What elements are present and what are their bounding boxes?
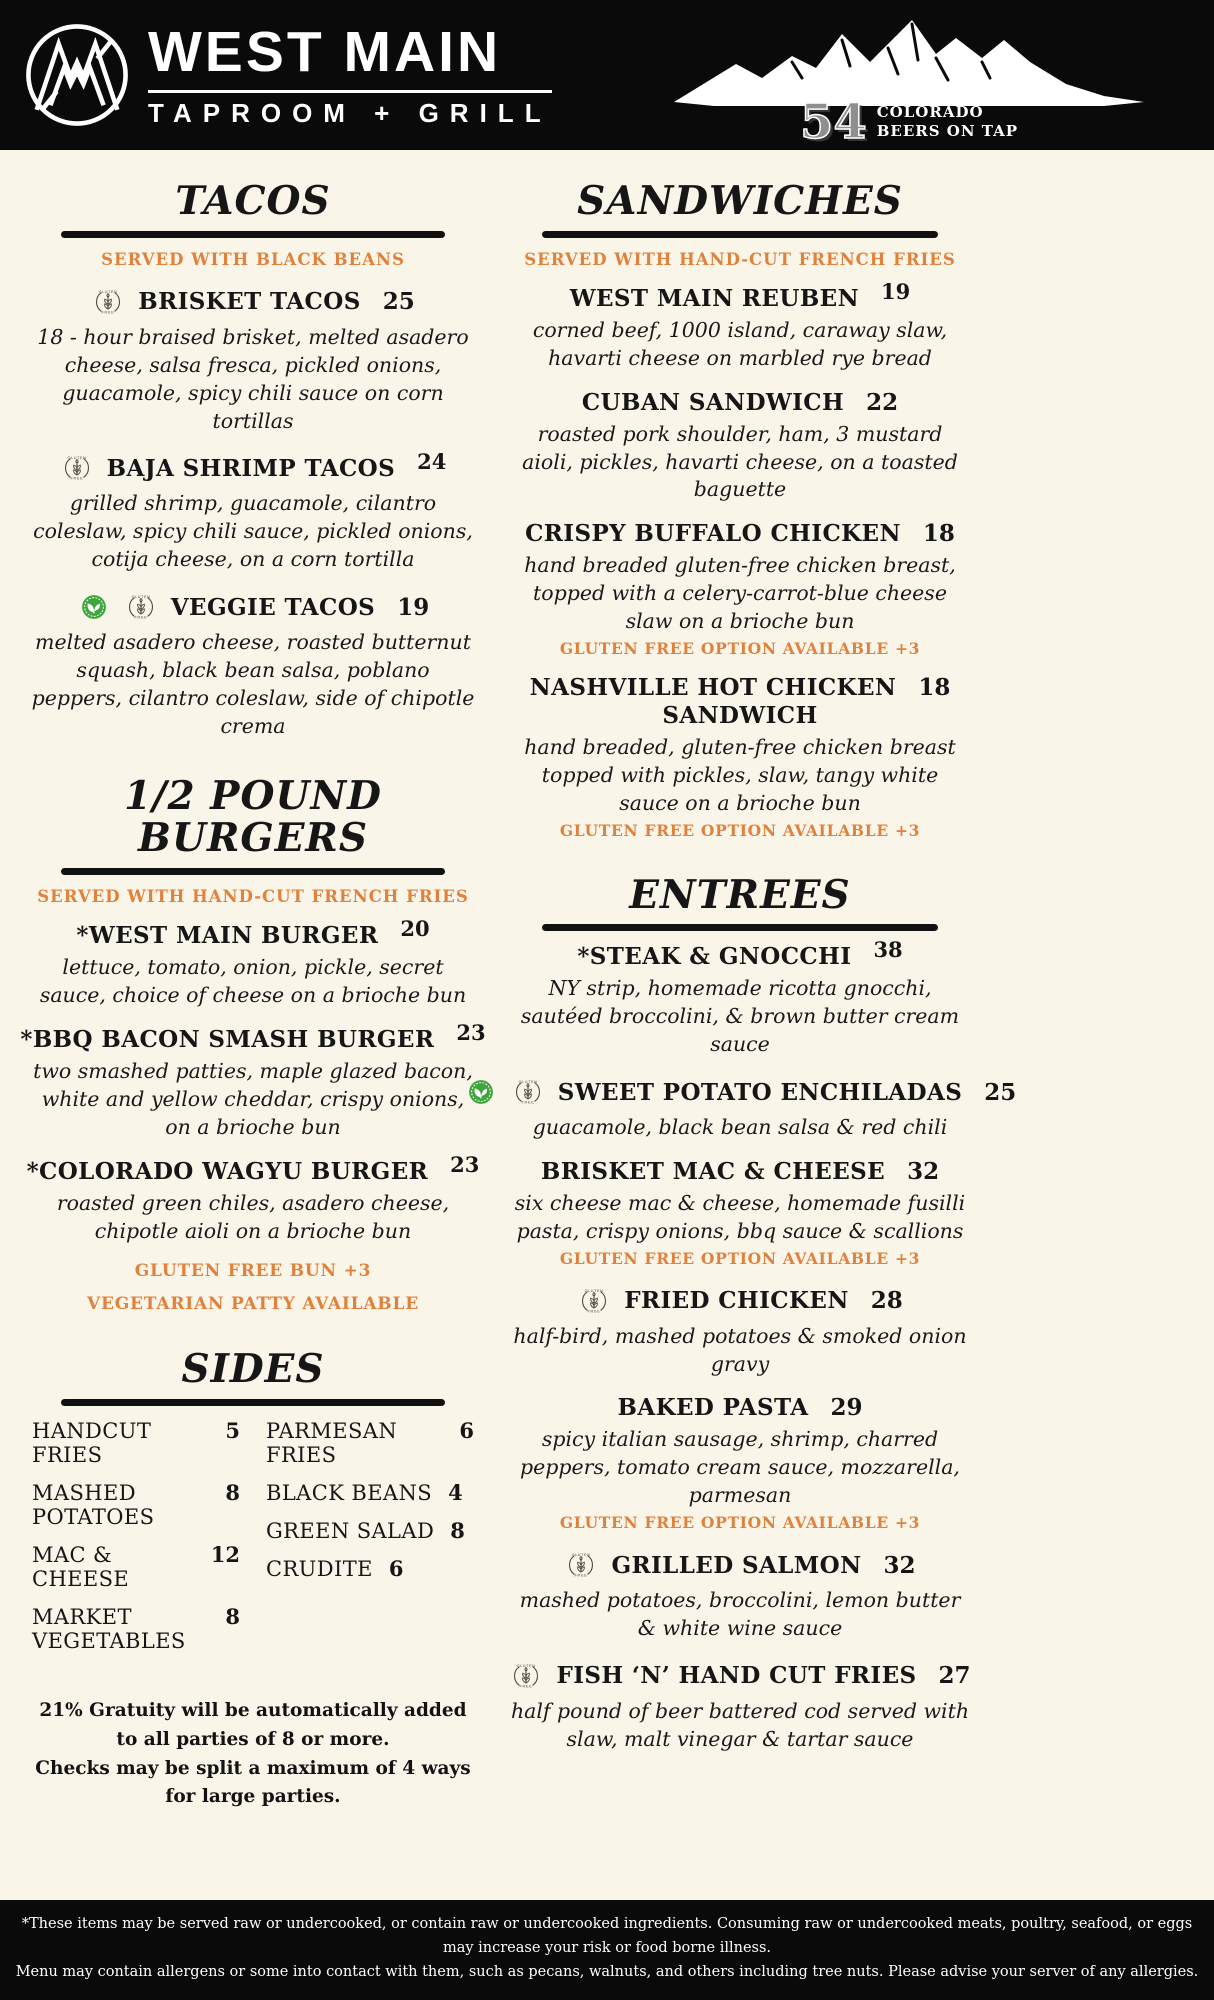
side-price: 6 — [459, 1418, 474, 1444]
item-name: FRIED CHICKEN — [624, 1287, 849, 1315]
section-title-tacos: TACOS — [175, 178, 331, 224]
item-name: WEST MAIN REUBEN — [569, 284, 860, 312]
svg-text:FREE: FREE — [521, 1100, 535, 1105]
side-name: GREEN SALAD — [266, 1519, 435, 1544]
item-name: BAJA SHRIMP TACOS — [106, 454, 396, 482]
svg-text:GLUTEN: GLUTEN — [517, 1663, 536, 1668]
gluten-free-option-note: GLUTEN FREE OPTION AVAILABLE +3 — [559, 820, 921, 840]
brand-text — [148, 20, 552, 128]
item-description: spicy italian sausage, shrimp, charred peppers, tomato cream sauce, mozzarella, parmesan — [520, 1427, 960, 1508]
side-name: BLACK BEANS — [266, 1481, 433, 1506]
svg-text:FREE: FREE — [587, 1309, 601, 1314]
svg-text:FREE: FREE — [134, 615, 148, 620]
menu-item — [510, 520, 970, 658]
side-price: 12 — [210, 1542, 240, 1568]
menu-item — [510, 1158, 970, 1268]
section-subtitle: SERVED WITH HAND-CUT FRENCH FRIES — [37, 887, 469, 907]
header — [0, 0, 1214, 150]
item-price: 20 — [400, 916, 430, 942]
item-name-row — [510, 1284, 970, 1318]
item-description: grilled shrimp, guacamole, cilantro coleslaw, spicy chili sauce, pickled onions, cotija cheese, on a corn tortilla — [33, 491, 473, 572]
menu-columns — [0, 150, 1214, 1900]
side-price: 5 — [225, 1418, 240, 1444]
item-name-row — [26, 1151, 480, 1185]
item-price: 25 — [984, 1078, 1017, 1106]
item-name-row — [510, 1158, 970, 1185]
section-title-sandwiches: SANDWICHES — [577, 178, 903, 224]
item-name: *BBQ BACON SMASH BURGER — [20, 1026, 435, 1054]
brand-subtitle: TAPROOM + GRILL — [148, 98, 552, 128]
item-name-row — [20, 1020, 486, 1054]
menu-item — [30, 590, 476, 741]
side-price: 8 — [225, 1604, 240, 1630]
side-price: 8 — [225, 1480, 240, 1506]
item-price: 23 — [450, 1151, 480, 1177]
side-item — [266, 1480, 474, 1505]
brand — [22, 20, 552, 130]
gluten-free-option-note: GLUTEN FREE OPTION AVAILABLE +3 — [559, 638, 921, 658]
sides-column-left — [32, 1418, 240, 1653]
item-description: lettuce, tomato, onion, pickle, secret sauce, choice of cheese on a brioche bun — [39, 955, 467, 1008]
item-name-row — [510, 674, 970, 701]
item-name: BRISKET TACOS — [138, 288, 361, 316]
svg-text:GLUTEN: GLUTEN — [98, 289, 118, 294]
item-price: 27 — [938, 1662, 971, 1690]
item-name: GRILLED SALMON — [611, 1551, 862, 1579]
brand-divider — [148, 90, 552, 93]
item-description: six cheese mac & cheese, homemade fusilli pasta, crispy onions, bbq sauce & scallions — [514, 1190, 966, 1243]
menu-item — [510, 1394, 970, 1532]
side-name: MAC & CHEESE — [32, 1543, 130, 1592]
gluten-free-icon — [564, 1548, 598, 1582]
menu-item — [510, 389, 970, 505]
section-title-burgers: 1/2 POUND BURGERS — [124, 772, 382, 862]
item-price: 23 — [456, 1020, 486, 1046]
item-price: 32 — [907, 1157, 940, 1185]
svg-text:GLUTEN: GLUTEN — [584, 1288, 604, 1293]
item-name-line2: SANDWICH — [662, 701, 818, 729]
side-price: 4 — [448, 1480, 463, 1506]
item-description: roasted pork shoulder, ham, 3 mustard aioli, pickles, havarti cheese, on a toasted baguette — [522, 421, 958, 502]
disclaimer-line-1: *These items may be served raw or undercooked, or contain raw or undercooked ingredients. Consuming raw or undercooked meats, poultry, seafood, or eggs may increase your risk or food borne illness. — [21, 1916, 1193, 1957]
beers-on-tap-badge — [674, 14, 1144, 150]
item-price: 18 — [918, 673, 951, 701]
item-name: VEGGIE TACOS — [170, 593, 376, 621]
menu-item — [30, 916, 476, 1010]
side-item — [32, 1604, 240, 1653]
section-underline — [542, 924, 938, 931]
menu-item — [510, 278, 970, 373]
item-name-row — [510, 1394, 970, 1421]
item-description: two smashed patties, maple glazed bacon, white and yellow cheddar, crispy onions, on a brioche bun — [33, 1059, 473, 1139]
menu-item — [510, 674, 970, 840]
section-sides — [30, 1348, 476, 1653]
item-price: 28 — [870, 1287, 903, 1315]
item-price: 25 — [382, 288, 415, 316]
item-description: melted asadero cheese, roasted butternut squash, black bean salsa, poblano peppers, cilantro coleslaw, side of chipotle crema — [31, 630, 475, 738]
sides-list — [30, 1418, 476, 1653]
menu-item — [20, 1020, 486, 1142]
item-price: 29 — [830, 1394, 863, 1422]
gratuity-line: 21% Gratuity will be automatically added to all parties of 8 or more. — [39, 1700, 467, 1750]
gluten-free-icon — [60, 451, 94, 485]
item-price: 18 — [922, 520, 955, 548]
svg-text:FREE: FREE — [70, 476, 84, 481]
item-name-row — [30, 916, 476, 950]
west-main-logo-icon — [22, 20, 132, 130]
svg-text:GLUTEN: GLUTEN — [572, 1553, 591, 1558]
item-name: CRISPY BUFFALO CHICKEN — [525, 520, 901, 548]
item-description: guacamole, black bean salsa & red chili — [532, 1115, 948, 1140]
item-description: half-bird, mashed potatoes & smoked onion gravy — [513, 1323, 967, 1376]
vegetarian-icon — [464, 1075, 498, 1109]
section-burgers — [20, 772, 486, 1315]
section-tacos — [30, 180, 476, 741]
item-description: NY strip, homemade ricotta gnocchi, sautéed broccolini, & brown butter cream sauce — [520, 976, 960, 1057]
svg-text:FREE: FREE — [101, 310, 115, 315]
item-name-row — [30, 448, 476, 485]
side-name: MARKET VEGETABLES — [32, 1605, 186, 1654]
side-name: PARMESAN FRIES — [266, 1419, 398, 1468]
left-column — [20, 178, 486, 1900]
svg-text:GLUTEN: GLUTEN — [67, 456, 87, 461]
item-name-row — [510, 937, 970, 971]
item-price: 19 — [397, 593, 430, 621]
item-name: CUBAN SANDWICH — [581, 388, 845, 416]
gratuity-line: Checks may be split a maximum of 4 ways for large parties. — [35, 1757, 471, 1808]
side-name: MASHED POTATOES — [32, 1481, 155, 1530]
item-name: BAKED PASTA — [617, 1394, 809, 1422]
menu-item — [510, 1075, 1017, 1142]
side-item — [266, 1518, 474, 1543]
side-price: 8 — [450, 1518, 465, 1544]
svg-text:FREE: FREE — [519, 1684, 533, 1689]
side-price: 6 — [388, 1556, 404, 1582]
gluten-free-option-note: GLUTEN FREE OPTION AVAILABLE +3 — [559, 1248, 921, 1268]
item-name: BRISKET MAC & CHEESE — [540, 1157, 886, 1185]
item-name: NASHVILLE HOT CHICKEN — [529, 673, 897, 701]
gluten-free-icon — [509, 1659, 543, 1693]
section-gratuity — [30, 1697, 476, 1812]
menu-item — [510, 937, 970, 1059]
item-name: SWEET POTATO ENCHILADAS — [557, 1078, 963, 1106]
menu-item — [30, 285, 476, 436]
section-title-entrees: ENTREES — [629, 871, 851, 918]
gluten-free-option-note: GLUTEN FREE OPTION AVAILABLE +3 — [559, 1513, 921, 1533]
item-description: mashed potatoes, broccolini, lemon butter & white wine sauce — [519, 1588, 961, 1640]
sides-column-right — [266, 1418, 474, 1653]
right-column — [510, 178, 1017, 1900]
footer-disclaimer — [0, 1900, 1214, 2000]
item-name-row — [510, 1548, 970, 1582]
menu-item — [30, 448, 476, 574]
brand-name: WEST MAIN — [148, 20, 502, 84]
section-underline — [61, 868, 445, 875]
section-subtitle: SERVED WITH HAND-CUT FRENCH FRIES — [524, 249, 956, 269]
item-price: 22 — [866, 388, 899, 416]
menu-item — [510, 1548, 970, 1643]
item-price: 24 — [417, 448, 447, 474]
side-item — [32, 1542, 240, 1591]
disclaimer-line-2: Menu may contain allergens or some into contact with them, such as pecans, walnuts, and others including tree nuts. Please advise your server of any allergies. — [15, 1964, 1199, 1981]
item-price: 32 — [883, 1551, 916, 1579]
item-description: roasted green chiles, asadero cheese, chipotle aioli on a brioche bun — [56, 1190, 450, 1243]
section-sandwiches — [510, 180, 970, 840]
svg-text:FREE: FREE — [574, 1573, 588, 1578]
gluten-free-icon — [124, 590, 158, 624]
side-name: CRUDITE — [266, 1557, 373, 1582]
section-subtitle: SERVED WITH BLACK BEANS — [101, 249, 405, 269]
side-item — [266, 1418, 474, 1467]
gluten-free-icon — [511, 1075, 545, 1109]
item-description: half pound of beer battered cod served with slaw, malt vinegar & tartar sauce — [510, 1698, 970, 1751]
section-note: VEGETARIAN PATTY AVAILABLE — [86, 1294, 419, 1315]
section-underline — [542, 231, 938, 238]
item-name-row — [510, 278, 970, 312]
item-name: *WEST MAIN BURGER — [76, 922, 379, 950]
section-underline — [61, 1399, 445, 1406]
gluten-free-icon — [91, 285, 125, 319]
section-underline — [61, 231, 445, 238]
item-price: 38 — [873, 937, 903, 963]
item-name: *COLORADO WAGYU BURGER — [26, 1157, 429, 1185]
tap-count: 54 — [799, 94, 867, 150]
section-note: GLUTEN FREE BUN +3 — [134, 1261, 372, 1282]
svg-text:GLUTEN: GLUTEN — [131, 595, 151, 600]
item-description: hand breaded gluten-free chicken breast, topped with a celery-carrot-blue cheese slaw on a brioche bun — [524, 553, 956, 634]
item-description: hand breaded, gluten-free chicken breast topped with pickles, slaw, tangy white sauce on a brioche bun — [524, 734, 956, 815]
item-name-row — [30, 590, 476, 624]
side-item — [266, 1556, 474, 1581]
tap-label — [877, 103, 1018, 141]
taps-row — [799, 94, 1019, 150]
item-description: corned beef, 1000 island, caraway slaw, havarti cheese on marbled rye bread — [532, 317, 948, 370]
item-name: FISH ‘N’ HAND CUT FRIES — [556, 1662, 917, 1690]
item-description: 18 - hour braised brisket, melted asadero cheese, salsa fresca, pickled onions, guacamole, spicy chili sauce on corn tortillas — [37, 324, 469, 433]
side-name: HANDCUT FRIES — [32, 1419, 152, 1468]
section-title-sides: SIDES — [181, 1346, 325, 1393]
item-name-row — [510, 1075, 1017, 1109]
vegetarian-icon — [77, 590, 111, 624]
menu-item — [510, 1659, 970, 1754]
svg-text:GLUTEN: GLUTEN — [518, 1080, 538, 1085]
menu-item — [510, 1284, 970, 1379]
section-entrees — [510, 871, 1017, 1754]
menu-item — [26, 1151, 480, 1246]
mountains-icon — [674, 14, 1144, 106]
tap-label-line2: BEERS ON TAP — [876, 122, 1019, 140]
item-name-row — [510, 520, 970, 547]
item-name-row — [510, 1659, 970, 1693]
item-price: 19 — [881, 278, 911, 304]
side-item — [32, 1480, 240, 1529]
item-name-row — [510, 389, 970, 416]
item-name: *STEAK & GNOCCHI — [577, 943, 852, 971]
side-item — [32, 1418, 240, 1467]
item-name-row — [30, 285, 476, 319]
gluten-free-icon — [577, 1284, 611, 1318]
tap-label-line1: COLORADO — [876, 103, 984, 122]
